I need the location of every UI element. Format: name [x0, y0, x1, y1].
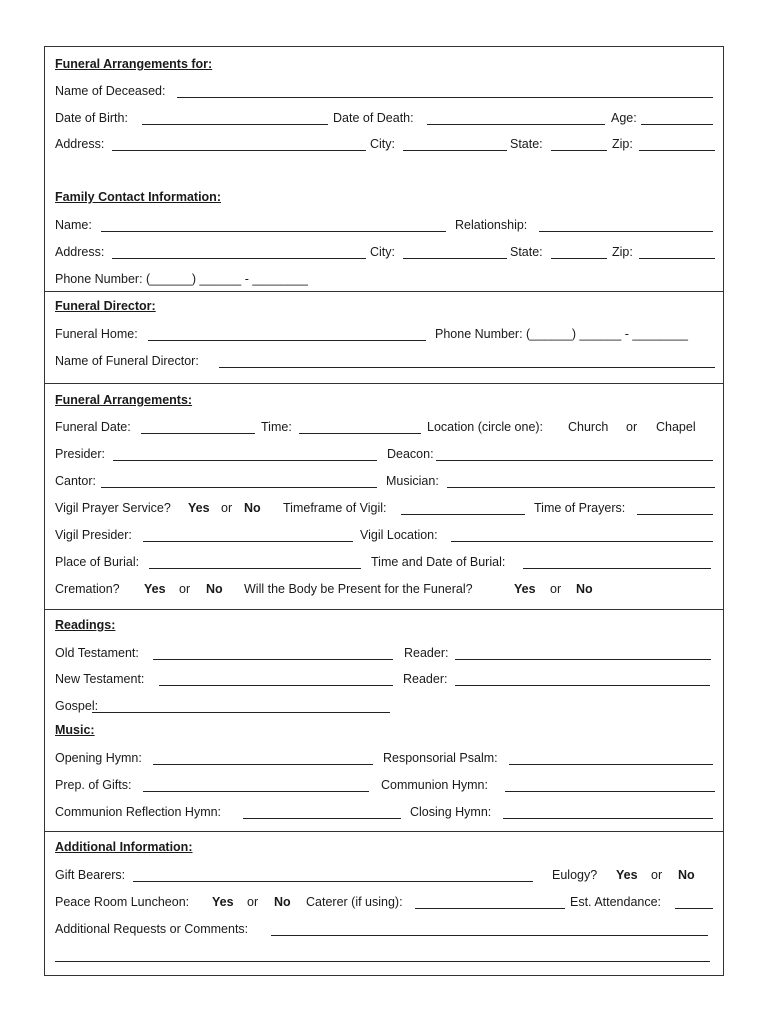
label-funeral-time: Time: — [261, 420, 292, 434]
eulogy-no[interactable]: No — [678, 868, 695, 882]
luncheon-or: or — [247, 895, 259, 909]
luncheon-no[interactable]: No — [274, 895, 291, 909]
option-chapel[interactable]: Chapel — [656, 420, 696, 434]
presider-field[interactable] — [113, 460, 377, 461]
label-family-zip: Zip: — [612, 245, 633, 259]
opening-hymn-field[interactable] — [153, 764, 373, 765]
label-opening-hymn: Opening Hymn: — [55, 751, 142, 765]
family-address-field[interactable] — [112, 258, 366, 259]
section-funeral-arrangements — [45, 383, 723, 610]
zip-field[interactable] — [639, 150, 715, 151]
label-reflection-hymn: Communion Reflection Hymn: — [55, 805, 222, 819]
director-name-field[interactable] — [219, 367, 715, 368]
relationship-field[interactable] — [539, 231, 713, 232]
heading-funeral-director: Funeral Director: — [55, 299, 156, 313]
label-location: Location (circle one): — [427, 420, 544, 434]
heading-music: Music: — [55, 723, 95, 737]
name-deceased-field[interactable] — [177, 97, 713, 98]
old-reader-field[interactable] — [455, 659, 711, 660]
vigil-location-field[interactable] — [451, 541, 713, 542]
label-deacon: Deacon: — [387, 447, 434, 461]
label-dob: Date of Birth: — [55, 111, 128, 125]
vigil-no[interactable]: No — [244, 501, 261, 515]
label-musician: Musician: — [386, 474, 439, 488]
label-timeframe: Timeframe of Vigil: — [283, 501, 387, 515]
label-family-name: Name: — [55, 218, 92, 232]
label-relationship: Relationship: — [455, 218, 528, 232]
dob-field[interactable] — [142, 124, 328, 125]
label-name-deceased: Name of Deceased: — [55, 84, 166, 98]
new-reader-field[interactable] — [455, 685, 710, 686]
body-present-or: or — [550, 582, 562, 596]
label-cantor: Cantor: — [55, 474, 96, 488]
requests-field[interactable] — [271, 935, 708, 936]
label-city: City: — [370, 137, 395, 151]
funeral-form — [44, 46, 724, 976]
label-attendance: Est. Attendance: — [570, 895, 662, 909]
dod-field[interactable] — [427, 124, 605, 125]
family-name-field[interactable] — [101, 231, 446, 232]
luncheon-yes[interactable]: Yes — [212, 895, 234, 909]
director-phone-field[interactable]: Phone Number: (______) ______ - ________ — [435, 327, 688, 341]
age-field[interactable] — [641, 124, 713, 125]
label-old-testament: Old Testament: — [55, 646, 139, 660]
prep-gifts-field[interactable] — [143, 791, 369, 792]
label-family-city: City: — [370, 245, 395, 259]
closing-hymn-field[interactable] — [503, 818, 713, 819]
label-funeral-home: Funeral Home: — [55, 327, 138, 341]
label-director-name: Name of Funeral Director: — [55, 354, 199, 368]
vigil-presider-field[interactable] — [143, 541, 353, 542]
musician-field[interactable] — [447, 487, 715, 488]
eulogy-yes[interactable]: Yes — [616, 868, 638, 882]
body-present-no[interactable]: No — [576, 582, 593, 596]
location-or: or — [626, 420, 638, 434]
label-communion-hymn: Communion Hymn: — [381, 778, 488, 792]
vigil-or: or — [221, 501, 233, 515]
psalm-field[interactable] — [509, 764, 713, 765]
label-caterer: Caterer (if using): — [306, 895, 403, 909]
vigil-yes[interactable]: Yes — [188, 501, 210, 515]
family-zip-field[interactable] — [639, 258, 715, 259]
heading-family-contact: Family Contact Information: — [55, 190, 221, 204]
deacon-field[interactable] — [436, 460, 713, 461]
reflection-hymn-field[interactable] — [243, 818, 401, 819]
label-prep-gifts: Prep. of Gifts: — [55, 778, 132, 792]
label-eulogy: Eulogy? — [552, 868, 598, 882]
label-new-reader: Reader: — [403, 672, 448, 686]
address-field[interactable] — [112, 150, 366, 151]
caterer-field[interactable] — [415, 908, 565, 909]
label-body-present: Will the Body be Present for the Funeral? — [244, 582, 473, 596]
label-state: State: — [510, 137, 543, 151]
section-funeral-director — [45, 291, 723, 384]
new-testament-field[interactable] — [159, 685, 393, 686]
cremation-or: or — [179, 582, 191, 596]
requests-field-line-2[interactable] — [55, 961, 710, 962]
label-age: Age: — [611, 111, 637, 125]
state-field[interactable] — [551, 150, 607, 151]
communion-hymn-field[interactable] — [505, 791, 715, 792]
attendance-field[interactable] — [675, 908, 713, 909]
option-church[interactable]: Church — [568, 420, 609, 434]
section-readings-music — [45, 609, 723, 832]
cremation-yes[interactable]: Yes — [144, 582, 166, 596]
label-zip: Zip: — [612, 137, 633, 151]
family-city-field[interactable] — [403, 258, 507, 259]
label-presider: Presider: — [55, 447, 106, 461]
label-luncheon: Peace Room Luncheon: — [55, 895, 190, 909]
label-family-address: Address: — [55, 245, 105, 259]
label-burial-place: Place of Burial: — [55, 555, 140, 569]
label-funeral-date: Funeral Date: — [55, 420, 131, 434]
section-additional-info — [45, 831, 723, 975]
label-gospel: Gospel: — [55, 699, 99, 713]
heading-arrangements-for: Funeral Arrangements for: — [55, 57, 213, 71]
label-vigil-presider: Vigil Presider: — [55, 528, 132, 542]
label-burial-time: Time and Date of Burial: — [371, 555, 506, 569]
funeral-date-field[interactable] — [141, 433, 255, 434]
label-time-prayers: Time of Prayers: — [534, 501, 626, 515]
label-requests: Additional Requests or Comments: — [55, 922, 249, 936]
cremation-no[interactable]: No — [206, 582, 223, 596]
family-state-field[interactable] — [551, 258, 607, 259]
label-cremation: Cremation? — [55, 582, 120, 596]
label-family-state: State: — [510, 245, 543, 259]
funeral-time-field[interactable] — [299, 433, 421, 434]
gift-bearers-field[interactable] — [133, 881, 533, 882]
label-vigil-service: Vigil Prayer Service? — [55, 501, 171, 515]
label-dod: Date of Death: — [333, 111, 414, 125]
time-prayers-field[interactable] — [637, 514, 713, 515]
label-old-reader: Reader: — [404, 646, 449, 660]
label-vigil-location: Vigil Location: — [360, 528, 438, 542]
label-closing-hymn: Closing Hymn: — [410, 805, 492, 819]
label-gift-bearers: Gift Bearers: — [55, 868, 126, 882]
burial-place-field[interactable] — [149, 568, 361, 569]
funeral-home-field[interactable] — [148, 340, 426, 341]
burial-time-field[interactable] — [523, 568, 711, 569]
old-testament-field[interactable] — [153, 659, 393, 660]
gospel-field[interactable] — [92, 712, 390, 713]
heading-additional-info: Additional Information: — [55, 840, 193, 854]
section-arrangements-family — [45, 47, 723, 292]
body-present-yes[interactable]: Yes — [514, 582, 536, 596]
family-phone-field[interactable]: Phone Number: (______) ______ - ________ — [55, 272, 308, 286]
cantor-field[interactable] — [101, 487, 377, 488]
label-new-testament: New Testament: — [55, 672, 145, 686]
eulogy-or: or — [651, 868, 663, 882]
label-psalm: Responsorial Psalm: — [383, 751, 498, 765]
timeframe-field[interactable] — [401, 514, 525, 515]
label-address: Address: — [55, 137, 105, 151]
city-field[interactable] — [403, 150, 507, 151]
heading-funeral-arrangements: Funeral Arrangements: — [55, 393, 193, 407]
row-heading — [55, 55, 713, 75]
heading-readings: Readings: — [55, 618, 116, 632]
